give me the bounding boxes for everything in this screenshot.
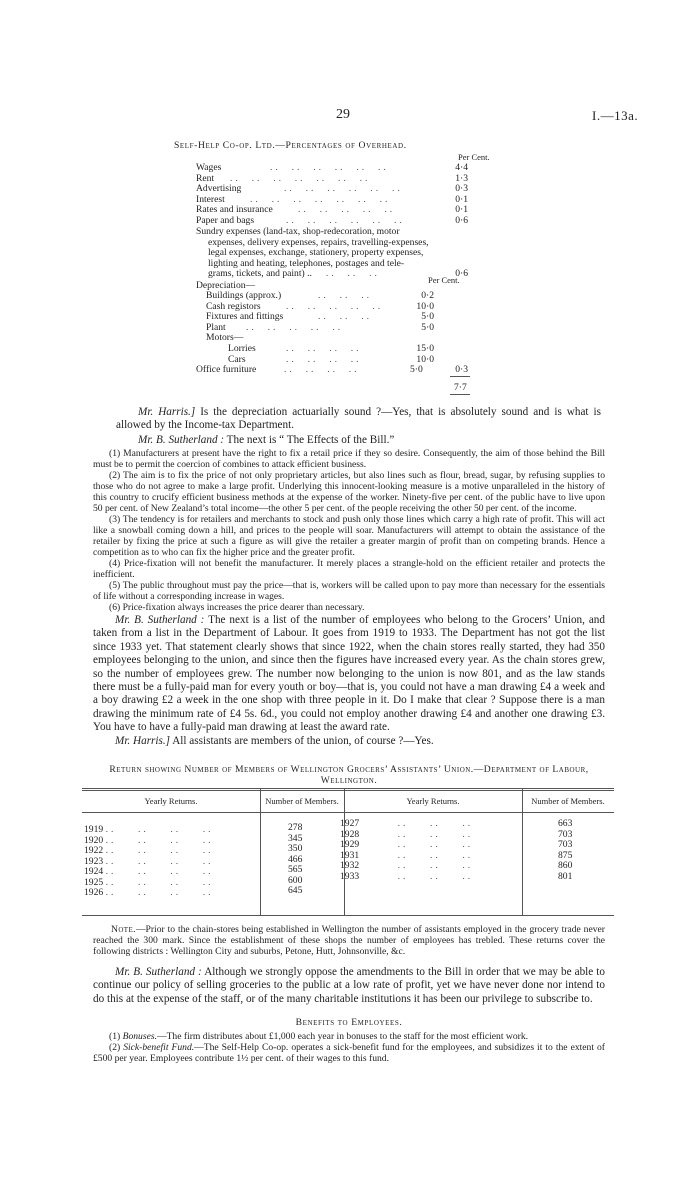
office-furniture-label: Office furniture <box>196 364 257 375</box>
depreciation-row: Cash registors .. .. .. .. .. 10·0 <box>206 300 434 312</box>
table-row: 1929 .. .. .. <box>340 839 474 850</box>
motor-item-label: Cars <box>228 353 246 365</box>
left-members <box>288 822 328 896</box>
return-title-line: Wellington. <box>320 775 378 786</box>
year-cell: 1920 <box>84 834 104 846</box>
right-years <box>340 818 522 881</box>
depreciation-label: Depreciation— <box>196 280 256 291</box>
paragraph-text: The next is a list of the number of employees who belong to the Grocers’ Union, and taken from a list in the Department of Labour. It goes from 1919 to 1933. The Department has not got the list since 1933 yet. That statement clearly shows that since 1922, when the chain stores really started, they had 350 employees belonging to the union, and since then the figures have increased every year. As the chain stores grew, so the number of employees grew. The number now belonging to the union is now 801, and as the law stands there must be a fully-paid man for every youth or boy—that is, you could not have a man drawing £4 a week and a boy drawing £2 a week in the one shop with three people in it. Do I make that clear ? Suppose there is a man drawing the minimum rate of £4 5s. 6d., you could not employ another drawing £4 and another one drawing £3. You have to have a fully-paid man drawing at least the award rate. <box>93 614 605 734</box>
motor-item-value: 10·0 <box>416 353 434 365</box>
table-row: 1924 .. .. .. .. <box>84 866 214 877</box>
header-number-members: Number of Members. <box>265 796 339 806</box>
overhead-label: Interest <box>196 193 225 205</box>
motor-row: Cars .. .. .. .. 10·0 <box>228 353 434 365</box>
effect-item: (5) The public throughout must pay the price—that is, workers will be called upon to pay more than necessary for the essentials of life without a corresponding increase in wages. <box>93 580 605 602</box>
depreciation-item-label: Buildings (approx.) <box>206 290 282 301</box>
year-cell: 1925 <box>84 876 104 888</box>
members-cell: 345 <box>288 832 303 844</box>
table-row: 1923 .. .. .. .. <box>84 855 214 867</box>
paragraph-text: All assistants are members of the union, of course ?—Yes. <box>170 734 434 747</box>
members-cell: 801 <box>558 870 573 882</box>
year-cell: 1931 <box>340 849 360 861</box>
overhead-items <box>196 162 468 226</box>
effect-item: (4) Price-fixation will not benefit the manufacturer. It merely places a strangle-hold on the efficient retailer and protects the inefficient. <box>93 558 605 580</box>
overhead-row: Wages .. .. .. .. .. .. 4·4 <box>196 162 468 173</box>
benefit-item <box>93 1031 605 1042</box>
overhead-label: Paper and bags <box>196 214 255 226</box>
members-cell: 350 <box>288 843 303 854</box>
return-table <box>82 788 614 916</box>
year-cell: 1926 <box>84 887 104 898</box>
members-cell: 703 <box>558 839 573 850</box>
office-furniture-row: Office furniture .. .. .. .. 5·0 0·3 <box>196 364 468 375</box>
year-cell: 1933 <box>340 870 360 882</box>
sundry-line: Sundry expenses (land-tax, shop-redecoration, motor <box>196 226 400 237</box>
table-row: 1922 .. .. .. .. <box>84 845 214 856</box>
document-reference: I.—13a. <box>592 108 639 123</box>
sundry-line: expenses, delivery expenses, repairs, travelling-expenses, <box>208 236 429 248</box>
members-cell: 466 <box>288 853 303 865</box>
members-cell: 645 <box>288 885 303 896</box>
members-cell: 663 <box>558 818 573 829</box>
overhead-label: Advertising <box>196 183 242 195</box>
overhead-label: Wages <box>196 162 222 173</box>
header-yearly-returns: Yearly Returns. <box>144 796 198 806</box>
motor-item-value: 15·0 <box>416 343 434 354</box>
motor-item-label: Lorries <box>228 343 256 354</box>
header-number-members: Number of Members. <box>531 796 605 806</box>
benefit-text: —The firm distributes about £1,000 each year in bonuses to the staff for the most efficient work. <box>156 1031 529 1042</box>
overhead-col-header: Per Cent. <box>458 152 490 162</box>
speaker: Mr. Harris.] <box>115 734 171 747</box>
speaker: Mr. B. Sutherland : <box>138 434 225 446</box>
members-cell: 860 <box>558 860 573 871</box>
office-furniture-total-col: 0·3 <box>455 364 468 375</box>
year-cell: 1929 <box>340 839 360 850</box>
return-table-title <box>88 764 610 786</box>
benefits-list <box>93 1031 605 1064</box>
overhead-row: Rent .. .. .. .. .. .. .. 1·3 <box>196 172 468 184</box>
office-furniture-value: 5·0 <box>410 364 423 375</box>
total-rule <box>450 376 470 377</box>
effect-item: (1) Manufacturers at present have the right to fix a retail price if they so desire. Consequently, the aim of those behind the Bill must be to permit the coercion of combines to attack efficient business. <box>93 448 605 470</box>
paragraph-effects-intro <box>116 434 601 447</box>
year-cell: 1928 <box>340 828 360 840</box>
speaker: Mr. B. Sutherland : <box>115 966 202 978</box>
page-number: 29 <box>336 107 350 122</box>
effect-item: (2) The aim is to fix the price of not only proprietary articles, but also lines such as flour, bread, sugar, by refusing supplies to those who do not agree to make a large profit. Underlying this innocent-looking measure is a motive unparalleled in the history of this country to crucify efficient business methods at the expense of the worker. Ninety-five per cent. of the public have to live upon 50 per cent. of New Zealand’s total income—the other 5 per cent. of the people receiving the other 50 per cent. of the income. <box>93 470 605 514</box>
depreciation-item-label: Cash registors <box>206 300 261 312</box>
motor-row: Lorries .. .. .. .. 15·0 <box>228 343 434 354</box>
table-note <box>93 924 605 957</box>
year-cell: 1927 <box>340 818 360 829</box>
depreciation-items <box>206 290 434 343</box>
benefit-text: —The Self-Help Co-op. operates a sick-benefit fund for the employees, and subsidizes it to the extent of £500 per year. Employees contribute 1½ per cent. of their wages to this fund. <box>93 1042 606 1064</box>
table-row: 1932 .. .. .. <box>340 860 474 871</box>
depreciation-item-value: 5·0 <box>421 311 434 323</box>
sundry-line: grams, tickets, and paint) .. <box>208 268 312 280</box>
speaker: Mr. Harris.] <box>138 406 196 418</box>
table-row: 1926 .. .. .. .. <box>84 887 214 898</box>
benefit-label: Bonuses. <box>122 1031 157 1042</box>
members-cell: 600 <box>288 874 303 886</box>
paragraph-text: Although we strongly oppose the amendments to the Bill in order that we may be able to continue our policy of selling groceries to the public at a low rate of profit, yet we have never done nor intend to do this at the expense of the staff, or of the many charitable institutions it has been our privilege to subscribe to. <box>93 966 605 1005</box>
header-yearly-returns: Yearly Returns. <box>406 796 460 806</box>
year-cell: 1923 <box>84 855 104 867</box>
left-years <box>84 824 260 898</box>
motor-items <box>228 343 434 364</box>
depreciation-item-value: 5·0 <box>421 321 434 333</box>
depreciation-item-label: Fixtures and fittings <box>206 311 284 323</box>
effect-item: (6) Price-fixation always increases the price dearer than necessary. <box>109 602 365 613</box>
overhead-row: Advertising .. .. .. .. .. .. 0·3 <box>196 183 468 195</box>
table-row: 1933 .. .. .. <box>340 870 474 882</box>
benefit-number: (2) <box>109 1042 121 1053</box>
sundry-value: 0·6 <box>455 268 468 280</box>
total-double-rule <box>450 394 470 395</box>
paragraph-depreciation <box>116 406 601 433</box>
effect-item: (3) The tendency is for retailers and merchants to stock and push only those lines which carry a high rate of profit. This will act like a snowball coming down a hill, and prices to the people will soar. Manufacturers will attempt to obtain the assistance of the retailer by fixing the price at such a figure as will give the retailer a greater margin of profit than on competing brands. Hence a competition as to who can fix the higher price and the greater profit. <box>93 514 605 558</box>
benefit-number: (1) <box>109 1031 121 1042</box>
depreciation-row: Fixtures and fittings .. .. .. 5·0 <box>206 311 434 323</box>
depreciation-item-value: 0·2 <box>421 290 434 301</box>
overhead-value: 0·3 <box>455 183 468 195</box>
overhead-sundry: Sundry expenses (land-tax, shop-redecoration, motor expenses, delivery expenses, repairs, travelling-expenses, legal expenses, exchange, stationery, property expenses, lighting and heating, telephones, postages and tele- grams, tickets, and paint) .. .. .. .. 0·6 <box>196 226 468 280</box>
overhead-value: 0·6 <box>455 214 468 226</box>
depreciation-col-header: Per Cent. <box>428 275 460 285</box>
table-row: 1925 .. .. .. .. <box>84 876 214 888</box>
paragraph-union-members <box>93 614 605 748</box>
overhead-label: Rates and insurance <box>196 204 273 216</box>
paragraph-text: The next is “ The Effects of the Bill.” <box>224 434 395 446</box>
benefits-title: Benefits to Employees. <box>295 1017 403 1028</box>
year-cell: 1932 <box>340 860 360 871</box>
depreciation-row: Plant .. .. .. .. .. 5·0 <box>206 321 434 333</box>
year-cell: 1924 <box>84 866 104 877</box>
table-row: 1928 .. .. .. <box>340 828 474 840</box>
overhead-title: Self-Help Co-op. Ltd.—Percentages of Overhead. <box>174 140 407 151</box>
overhead-row: Interest .. .. .. .. .. .. .. 0·1 <box>196 193 468 205</box>
table-row: 1927 .. .. .. <box>340 818 474 829</box>
table-row: 1931 .. .. .. <box>340 849 474 861</box>
motors-label: Motors— <box>206 332 244 344</box>
depreciation-item-value: 10·0 <box>416 300 434 312</box>
overhead-total: 7·7 <box>454 382 467 393</box>
overhead-value: 4·4 <box>455 162 468 173</box>
note-text: —Prior to the chain-stores being established in Wellington the number of assistants employed in the grocery trade never reached the 300 mark. Since the establishment of these shops the number of employees has trebled. These returns cover the following districts : Wellington City and suburbs, Petone, Hutt, Johnsonville, &c. <box>93 924 605 957</box>
members-cell: 278 <box>288 822 303 833</box>
members-cell: 565 <box>288 864 303 875</box>
members-cell: 875 <box>558 849 573 861</box>
benefit-item <box>93 1042 605 1064</box>
year-cell: 1922 <box>84 845 104 856</box>
depreciation-item-label: Plant <box>206 321 226 333</box>
overhead-label: Rent <box>196 172 215 184</box>
benefit-label: Sick-benefit Fund. <box>123 1042 195 1053</box>
paragraph-text: Is the depreciation actuarially sound ?—Yes, that is absolutely sound and is what is allowed by the Income-tax Department. <box>116 406 601 432</box>
overhead-value: 0·1 <box>455 204 468 216</box>
overhead-row: Paper and bags .. .. .. .. .. .. 0·6 <box>196 214 468 226</box>
speaker: Mr. B. Sutherland : <box>115 614 205 626</box>
year-cell: 1919 <box>84 824 104 835</box>
members-cell: 703 <box>558 828 573 840</box>
overhead-row: Rates and insurance .. .. .. .. .. 0·1 <box>196 204 468 216</box>
table-row: 1920 .. .. .. .. <box>84 834 214 846</box>
depreciation-row: Buildings (approx.) .. .. .. 0·2 <box>206 290 434 301</box>
overhead-value: 1·3 <box>455 172 468 184</box>
right-members <box>558 818 598 881</box>
sundry-line: legal expenses, exchange, stationery, property expenses, <box>208 247 424 259</box>
sundry-line: lighting and heating, telephones, postages and tele- <box>208 257 405 269</box>
note-label: Note. <box>111 924 136 935</box>
effects-list <box>93 448 605 613</box>
return-title-line: Return showing Number of Members of Wellington Grocers’ Assistants’ Union.—Department of Labour, <box>109 764 589 775</box>
paragraph-policy <box>93 966 605 1006</box>
overhead-value: 0·1 <box>455 193 468 205</box>
table-row: 1919 .. .. .. .. <box>84 824 214 835</box>
